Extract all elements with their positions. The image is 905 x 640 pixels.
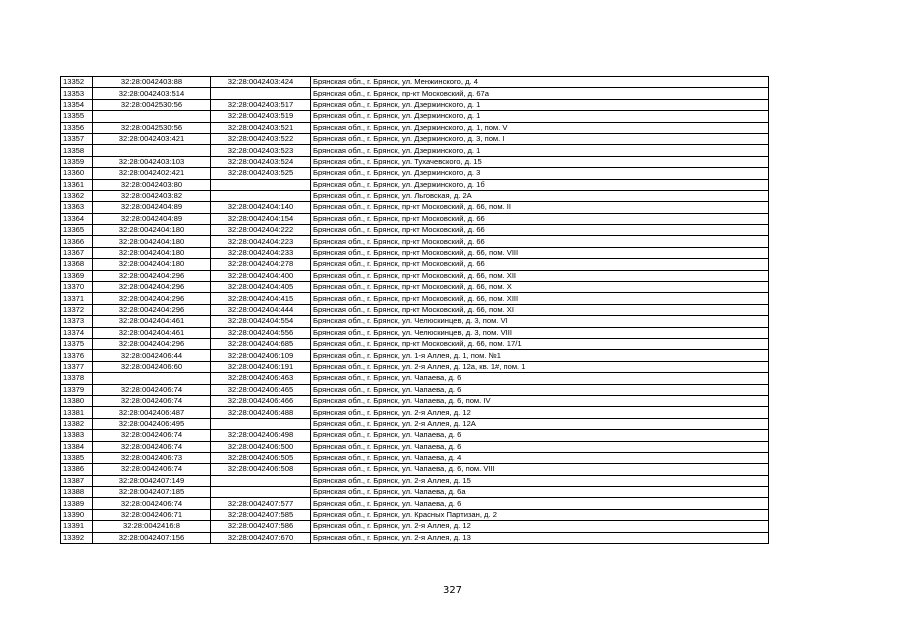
address-cell: Брянская обл., г. Брянск, ул. Дзержинского, д. 1б xyxy=(311,179,769,190)
object-cadastral-number-cell: 32:28:0042406:191 xyxy=(211,361,311,372)
row-number-cell: 13372 xyxy=(61,304,93,315)
object-cadastral-number-cell: 32:28:0042403:525 xyxy=(211,168,311,179)
object-cadastral-number-cell: 32:28:0042406:488 xyxy=(211,407,311,418)
parcel-cadastral-number-cell: 32:28:0042404:180 xyxy=(93,225,211,236)
parcel-cadastral-number-cell: 32:28:0042404:296 xyxy=(93,282,211,293)
table-row xyxy=(61,168,769,179)
object-cadastral-number-cell: 32:28:0042403:524 xyxy=(211,156,311,167)
row-number-cell: 13391 xyxy=(61,521,93,532)
address-cell: Брянская обл., г. Брянск, ул. Чапаева, д. 6 xyxy=(311,441,769,452)
row-number-cell: 13368 xyxy=(61,259,93,270)
table-row xyxy=(61,384,769,395)
address-cell: Брянская обл., г. Брянск, ул. Дзержинского, д. 3 xyxy=(311,168,769,179)
row-number-cell: 13367 xyxy=(61,247,93,258)
parcel-cadastral-number-cell: 32:28:0042404:296 xyxy=(93,270,211,281)
object-cadastral-number-cell xyxy=(211,487,311,498)
address-cell: Брянская обл., г. Брянск, ул. Красных Партизан, д. 2 xyxy=(311,509,769,520)
address-cell: Брянская обл., г. Брянск, ул. 2-я Аллея, д. 13 xyxy=(311,532,769,543)
object-cadastral-number-cell: 32:28:0042407:577 xyxy=(211,498,311,509)
parcel-cadastral-number-cell: 32:28:0042404:180 xyxy=(93,236,211,247)
object-cadastral-number-cell xyxy=(211,88,311,99)
table-row xyxy=(61,88,769,99)
row-number-cell: 13353 xyxy=(61,88,93,99)
table-row xyxy=(61,452,769,463)
parcel-cadastral-number-cell: 32:28:0042416:8 xyxy=(93,521,211,532)
parcel-cadastral-number-cell: 32:28:0042530:56 xyxy=(93,99,211,110)
address-cell: Брянская обл., г. Брянск, ул. Дзержинского, д. 3, пом. I xyxy=(311,133,769,144)
parcel-cadastral-number-cell: 32:28:0042404:461 xyxy=(93,327,211,338)
parcel-cadastral-number-cell: 32:28:0042404:89 xyxy=(93,213,211,224)
table-row xyxy=(61,179,769,190)
row-number-cell: 13377 xyxy=(61,361,93,372)
page-number: 327 xyxy=(442,585,463,596)
table-row xyxy=(61,498,769,509)
address-cell: Брянская обл., г. Брянск, ул. Чапаева, д. 6 xyxy=(311,430,769,441)
address-cell: Брянская обл., г. Брянск, ул. Менжинского, д. 4 xyxy=(311,77,769,88)
table-row xyxy=(61,350,769,361)
parcel-cadastral-number-cell: 32:28:0042530:56 xyxy=(93,122,211,133)
row-number-cell: 13376 xyxy=(61,350,93,361)
parcel-cadastral-number-cell xyxy=(93,145,211,156)
registry-table xyxy=(60,76,769,544)
parcel-cadastral-number-cell: 32:28:0042403:82 xyxy=(93,190,211,201)
row-number-cell: 13373 xyxy=(61,316,93,327)
parcel-cadastral-number-cell: 32:28:0042406:74 xyxy=(93,395,211,406)
table-row xyxy=(61,202,769,213)
address-cell: Брянская обл., г. Брянск, ул. Чапаева, д. 6 xyxy=(311,373,769,384)
row-number-cell: 13369 xyxy=(61,270,93,281)
object-cadastral-number-cell: 32:28:0042404:685 xyxy=(211,338,311,349)
table-row xyxy=(61,145,769,156)
row-number-cell: 13388 xyxy=(61,487,93,498)
address-cell: Брянская обл., г. Брянск, пр-кт Московский, д. 66 xyxy=(311,213,769,224)
object-cadastral-number-cell: 32:28:0042404:278 xyxy=(211,259,311,270)
parcel-cadastral-number-cell: 32:28:0042406:74 xyxy=(93,464,211,475)
table-row xyxy=(61,247,769,258)
row-number-cell: 13380 xyxy=(61,395,93,406)
parcel-cadastral-number-cell: 32:28:0042406:60 xyxy=(93,361,211,372)
row-number-cell: 13379 xyxy=(61,384,93,395)
parcel-cadastral-number-cell: 32:28:0042403:514 xyxy=(93,88,211,99)
object-cadastral-number-cell xyxy=(211,418,311,429)
table-row xyxy=(61,99,769,110)
object-cadastral-number-cell: 32:28:0042404:405 xyxy=(211,282,311,293)
row-number-cell: 13378 xyxy=(61,373,93,384)
table-row xyxy=(61,77,769,88)
address-cell: Брянская обл., г. Брянск, ул. 2-я Аллея, д. 12а, кв. 1#, пом. 1 xyxy=(311,361,769,372)
parcel-cadastral-number-cell: 32:28:0042404:180 xyxy=(93,259,211,270)
object-cadastral-number-cell: 32:28:0042403:522 xyxy=(211,133,311,144)
parcel-cadastral-number-cell: 32:28:0042404:296 xyxy=(93,293,211,304)
table-row xyxy=(61,521,769,532)
table-row xyxy=(61,532,769,543)
table-row xyxy=(61,156,769,167)
address-cell: Брянская обл., г. Брянск, пр-кт Московский, д. 66, пом. XI xyxy=(311,304,769,315)
address-cell: Брянская обл., г. Брянск, ул. Чапаева, д. 6 xyxy=(311,498,769,509)
row-number-cell: 13355 xyxy=(61,111,93,122)
row-number-cell: 13363 xyxy=(61,202,93,213)
row-number-cell: 13392 xyxy=(61,532,93,543)
address-cell: Брянская обл., г. Брянск, ул. 2-я Аллея, д. 12 xyxy=(311,407,769,418)
table-row xyxy=(61,407,769,418)
row-number-cell: 13389 xyxy=(61,498,93,509)
parcel-cadastral-number-cell: 32:28:0042406:74 xyxy=(93,430,211,441)
table-row xyxy=(61,122,769,133)
address-cell: Брянская обл., г. Брянск, ул. Тухачевского, д. 15 xyxy=(311,156,769,167)
address-cell: Брянская обл., г. Брянск, пр-кт Московский, д. 66 xyxy=(311,259,769,270)
parcel-cadastral-number-cell: 32:28:0042406:44 xyxy=(93,350,211,361)
row-number-cell: 13370 xyxy=(61,282,93,293)
parcel-cadastral-number-cell: 32:28:0042404:296 xyxy=(93,338,211,349)
object-cadastral-number-cell xyxy=(211,475,311,486)
table-row xyxy=(61,259,769,270)
object-cadastral-number-cell: 32:28:0042406:498 xyxy=(211,430,311,441)
object-cadastral-number-cell: 32:28:0042404:444 xyxy=(211,304,311,315)
table-row xyxy=(61,225,769,236)
object-cadastral-number-cell: 32:28:0042406:505 xyxy=(211,452,311,463)
row-number-cell: 13374 xyxy=(61,327,93,338)
table-row xyxy=(61,361,769,372)
address-cell: Брянская обл., г. Брянск, ул. Челюскинцев, д. 3, пом. VI xyxy=(311,316,769,327)
address-cell: Брянская обл., г. Брянск, ул. Дзержинского, д. 1 xyxy=(311,111,769,122)
table-row xyxy=(61,395,769,406)
row-number-cell: 13364 xyxy=(61,213,93,224)
parcel-cadastral-number-cell: 32:28:0042406:487 xyxy=(93,407,211,418)
object-cadastral-number-cell: 32:28:0042406:508 xyxy=(211,464,311,475)
table-row xyxy=(61,236,769,247)
address-cell: Брянская обл., г. Брянск, ул. Чапаева, д. 4 xyxy=(311,452,769,463)
parcel-cadastral-number-cell: 32:28:0042406:74 xyxy=(93,498,211,509)
table-row xyxy=(61,464,769,475)
object-cadastral-number-cell: 32:28:0042406:463 xyxy=(211,373,311,384)
parcel-cadastral-number-cell: 32:28:0042403:88 xyxy=(93,77,211,88)
address-cell: Брянская обл., г. Брянск, ул. Чапаева, д. 6 xyxy=(311,384,769,395)
object-cadastral-number-cell xyxy=(211,190,311,201)
object-cadastral-number-cell: 32:28:0042404:222 xyxy=(211,225,311,236)
parcel-cadastral-number-cell: 32:28:0042403:80 xyxy=(93,179,211,190)
address-cell: Брянская обл., г. Брянск, ул. 2-я Аллея, д. 12 xyxy=(311,521,769,532)
row-number-cell: 13356 xyxy=(61,122,93,133)
parcel-cadastral-number-cell: 32:28:0042406:74 xyxy=(93,384,211,395)
address-cell: Брянская обл., г. Брянск, ул. Льговская, д. 2А xyxy=(311,190,769,201)
table-row xyxy=(61,213,769,224)
address-cell: Брянская обл., г. Брянск, пр-кт Московский, д. 66, пом. 17/1 xyxy=(311,338,769,349)
address-cell: Брянская обл., г. Брянск, пр-кт Московский, д. 67а xyxy=(311,88,769,99)
row-number-cell: 13383 xyxy=(61,430,93,441)
object-cadastral-number-cell: 32:28:0042403:519 xyxy=(211,111,311,122)
row-number-cell: 13387 xyxy=(61,475,93,486)
parcel-cadastral-number-cell: 32:28:0042403:421 xyxy=(93,133,211,144)
object-cadastral-number-cell: 32:28:0042407:585 xyxy=(211,509,311,520)
parcel-cadastral-number-cell: 32:28:0042402:421 xyxy=(93,168,211,179)
object-cadastral-number-cell: 32:28:0042404:415 xyxy=(211,293,311,304)
object-cadastral-number-cell: 32:28:0042407:586 xyxy=(211,521,311,532)
address-cell: Брянская обл., г. Брянск, ул. Чапаева, д. 6а xyxy=(311,487,769,498)
table-row xyxy=(61,430,769,441)
address-cell: Брянская обл., г. Брянск, пр-кт Московский, д. 66, пом. II xyxy=(311,202,769,213)
row-number-cell: 13384 xyxy=(61,441,93,452)
row-number-cell: 13362 xyxy=(61,190,93,201)
table-row xyxy=(61,509,769,520)
row-number-cell: 13360 xyxy=(61,168,93,179)
row-number-cell: 13358 xyxy=(61,145,93,156)
parcel-cadastral-number-cell: 32:28:0042407:156 xyxy=(93,532,211,543)
row-number-cell: 13375 xyxy=(61,338,93,349)
table-row xyxy=(61,475,769,486)
address-cell: Брянская обл., г. Брянск, пр-кт Московский, д. 66, пом. XIII xyxy=(311,293,769,304)
address-cell: Брянская обл., г. Брянск, ул. Чапаева, д. 6, пом. VIII xyxy=(311,464,769,475)
row-number-cell: 13361 xyxy=(61,179,93,190)
object-cadastral-number-cell: 32:28:0042407:670 xyxy=(211,532,311,543)
parcel-cadastral-number-cell: 32:28:0042407:185 xyxy=(93,487,211,498)
table-row xyxy=(61,282,769,293)
table-row xyxy=(61,316,769,327)
row-number-cell: 13390 xyxy=(61,509,93,520)
table-row xyxy=(61,338,769,349)
object-cadastral-number-cell: 32:28:0042406:500 xyxy=(211,441,311,452)
object-cadastral-number-cell: 32:28:0042404:556 xyxy=(211,327,311,338)
address-cell: Брянская обл., г. Брянск, ул. Чапаева, д. 6, пом. IV xyxy=(311,395,769,406)
address-cell: Брянская обл., г. Брянск, ул. 2-я Аллея, д. 15 xyxy=(311,475,769,486)
table-row xyxy=(61,304,769,315)
table-row xyxy=(61,190,769,201)
address-cell: Брянская обл., г. Брянск, пр-кт Московский, д. 66 xyxy=(311,225,769,236)
address-cell: Брянская обл., г. Брянск, ул. Дзержинского, д. 1 xyxy=(311,145,769,156)
table-row xyxy=(61,487,769,498)
address-cell: Брянская обл., г. Брянск, пр-кт Московский, д. 66, пом. X xyxy=(311,282,769,293)
row-number-cell: 13365 xyxy=(61,225,93,236)
object-cadastral-number-cell xyxy=(211,179,311,190)
object-cadastral-number-cell: 32:28:0042406:466 xyxy=(211,395,311,406)
parcel-cadastral-number-cell: 32:28:0042406:73 xyxy=(93,452,211,463)
table-row xyxy=(61,293,769,304)
address-cell: Брянская обл., г. Брянск, пр-кт Московский, д. 66 xyxy=(311,236,769,247)
parcel-cadastral-number-cell xyxy=(93,373,211,384)
row-number-cell: 13382 xyxy=(61,418,93,429)
row-number-cell: 13366 xyxy=(61,236,93,247)
table-row xyxy=(61,270,769,281)
table-row xyxy=(61,133,769,144)
address-cell: Брянская обл., г. Брянск, ул. 1-я Аллея, д. 1, пом. №1 xyxy=(311,350,769,361)
address-cell: Брянская обл., г. Брянск, ул. Челюскинцев, д. 3, пом. VIII xyxy=(311,327,769,338)
table-row xyxy=(61,111,769,122)
row-number-cell: 13354 xyxy=(61,99,93,110)
table-row xyxy=(61,373,769,384)
object-cadastral-number-cell: 32:28:0042404:223 xyxy=(211,236,311,247)
row-number-cell: 13359 xyxy=(61,156,93,167)
object-cadastral-number-cell: 32:28:0042404:154 xyxy=(211,213,311,224)
object-cadastral-number-cell: 32:28:0042406:465 xyxy=(211,384,311,395)
address-cell: Брянская обл., г. Брянск, пр-кт Московский, д. 66, пом. XII xyxy=(311,270,769,281)
parcel-cadastral-number-cell: 32:28:0042403:103 xyxy=(93,156,211,167)
row-number-cell: 13386 xyxy=(61,464,93,475)
object-cadastral-number-cell: 32:28:0042404:554 xyxy=(211,316,311,327)
registry-table-body xyxy=(61,77,769,544)
address-cell: Брянская обл., г. Брянск, пр-кт Московский, д. 66, пом. VIII xyxy=(311,247,769,258)
row-number-cell: 13381 xyxy=(61,407,93,418)
parcel-cadastral-number-cell: 32:28:0042406:74 xyxy=(93,441,211,452)
object-cadastral-number-cell: 32:28:0042404:400 xyxy=(211,270,311,281)
parcel-cadastral-number-cell: 32:28:0042404:461 xyxy=(93,316,211,327)
parcel-cadastral-number-cell: 32:28:0042404:296 xyxy=(93,304,211,315)
parcel-cadastral-number-cell: 32:28:0042404:89 xyxy=(93,202,211,213)
address-cell: Брянская обл., г. Брянск, ул. Дзержинского, д. 1, пом. V xyxy=(311,122,769,133)
object-cadastral-number-cell: 32:28:0042403:517 xyxy=(211,99,311,110)
parcel-cadastral-number-cell xyxy=(93,111,211,122)
object-cadastral-number-cell: 32:28:0042403:521 xyxy=(211,122,311,133)
address-cell: Брянская обл., г. Брянск, ул. Дзержинского, д. 1 xyxy=(311,99,769,110)
object-cadastral-number-cell: 32:28:0042406:109 xyxy=(211,350,311,361)
object-cadastral-number-cell: 32:28:0042404:233 xyxy=(211,247,311,258)
object-cadastral-number-cell: 32:28:0042403:523 xyxy=(211,145,311,156)
table-row xyxy=(61,418,769,429)
row-number-cell: 13371 xyxy=(61,293,93,304)
parcel-cadastral-number-cell: 32:28:0042404:180 xyxy=(93,247,211,258)
table-row xyxy=(61,327,769,338)
parcel-cadastral-number-cell: 32:28:0042406:495 xyxy=(93,418,211,429)
parcel-cadastral-number-cell: 32:28:0042407:149 xyxy=(93,475,211,486)
row-number-cell: 13352 xyxy=(61,77,93,88)
object-cadastral-number-cell: 32:28:0042404:140 xyxy=(211,202,311,213)
row-number-cell: 13357 xyxy=(61,133,93,144)
row-number-cell: 13385 xyxy=(61,452,93,463)
parcel-cadastral-number-cell: 32:28:0042406:71 xyxy=(93,509,211,520)
object-cadastral-number-cell: 32:28:0042403:424 xyxy=(211,77,311,88)
table-row xyxy=(61,441,769,452)
address-cell: Брянская обл., г. Брянск, ул. 2-я Аллея, д. 12А xyxy=(311,418,769,429)
